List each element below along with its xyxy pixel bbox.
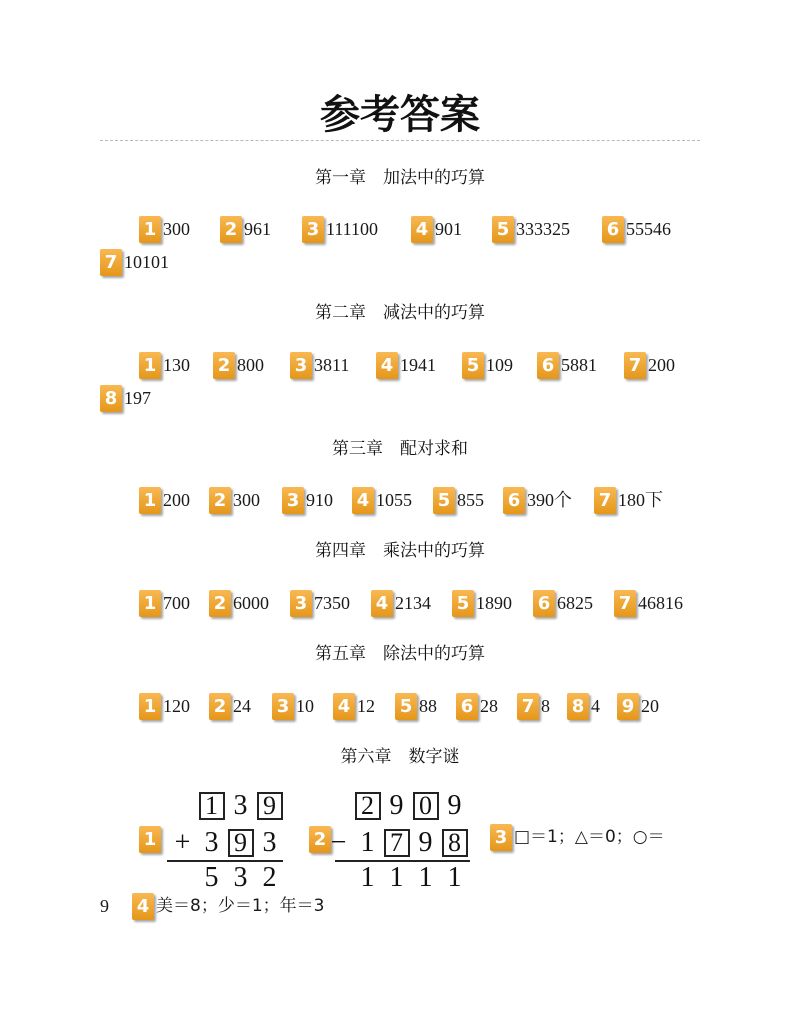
answer-value: 3811 [314, 355, 350, 375]
answer-item [395, 693, 437, 720]
answer-value: 700 [163, 593, 190, 613]
answer-value: 5881 [561, 355, 597, 375]
boxed-digit: 9 [257, 792, 283, 820]
answer-number-badge: 2 [220, 216, 242, 243]
answer-number-badge: 5 [462, 352, 484, 379]
answer-item [614, 590, 683, 617]
chapter-heading: 第一章 加法中的巧算 [315, 168, 485, 188]
answer-item [617, 693, 659, 720]
answer-item [302, 216, 378, 243]
answer-item [433, 487, 484, 514]
answer-number-badge: 4 [411, 216, 433, 243]
answer-value: 111100 [326, 219, 378, 239]
digit: 1 [389, 862, 404, 893]
answer-value: 20 [641, 696, 659, 716]
puzzle-underline [335, 860, 470, 862]
answer-value: 800 [237, 355, 264, 375]
answer-item [100, 385, 151, 412]
answer-number-badge: 7 [100, 249, 122, 276]
answer-number-badge: 6 [533, 590, 555, 617]
digit: 3 [262, 827, 277, 858]
answer-number-badge: 8 [567, 693, 589, 720]
answer-number-badge: 1 [139, 693, 161, 720]
boxed-digit: 7 [384, 829, 410, 857]
answer-item [537, 352, 597, 379]
answer-number-badge: 4 [371, 590, 393, 617]
answer-value: 1055 [376, 490, 412, 510]
puzzle-underline [167, 860, 283, 862]
answer-value: 4 [591, 696, 600, 716]
digit-puzzle-2 [324, 790, 474, 894]
answer-item [290, 590, 350, 617]
answer-number-badge: 5 [433, 487, 455, 514]
answer-value: 1890 [476, 593, 512, 613]
answer-item [533, 590, 593, 617]
answer-value: 美＝8；少＝1；年＝3 [156, 896, 325, 916]
answer-value: 28 [480, 696, 498, 716]
answer-value: 9 [100, 896, 109, 916]
chapter-heading: 第二章 减法中的巧算 [315, 303, 485, 323]
answer-item [272, 693, 314, 720]
boxed-digit: 0 [413, 792, 439, 820]
answer-item [567, 693, 600, 720]
digit: 1 [447, 862, 462, 893]
answer-item [503, 487, 572, 514]
puzzle-result-row [168, 862, 284, 894]
answer-value: 6000 [233, 593, 269, 613]
puzzle-row [168, 790, 284, 822]
page-title: 参考答案 [320, 92, 480, 138]
answer-item [371, 590, 431, 617]
answer-value: 109 [486, 355, 513, 375]
answer-number-badge: 1 [139, 352, 161, 379]
operator-sign: + [174, 827, 191, 858]
answer-item [209, 590, 269, 617]
answer-number-badge: 4 [132, 893, 154, 920]
answer-item [100, 249, 169, 276]
answer-value: 901 [435, 219, 462, 239]
answer-number-badge: 3 [302, 216, 324, 243]
puzzle-row [324, 790, 469, 822]
answer-number-badge: 2 [209, 590, 231, 617]
chapter-heading: 第四章 乘法中的巧算 [315, 541, 485, 561]
answer-number-badge: 1 [139, 590, 161, 617]
answer-number-badge: 2 [209, 487, 231, 514]
answer-item [333, 693, 375, 720]
operator-sign: − [330, 827, 347, 858]
answer-number-badge: 2 [213, 352, 235, 379]
answer-value: 10 [296, 696, 314, 716]
operator-sign [168, 862, 197, 894]
answer-number-badge: 5 [395, 693, 417, 720]
answer-value: 333325 [516, 219, 570, 239]
chapter-heading: 第六章 数字谜 [340, 747, 460, 767]
answer-item [132, 893, 324, 920]
operator-sign [324, 790, 353, 822]
answer-value: 55546 [626, 219, 671, 239]
answer-item [492, 216, 570, 243]
answer-value: 10101 [124, 252, 169, 272]
answer-item [282, 487, 333, 514]
answer-value: 88 [419, 696, 437, 716]
answer-number-badge: 1 [139, 826, 161, 853]
digit: 1 [360, 827, 375, 858]
answer-item [209, 693, 251, 720]
answer-item [594, 487, 663, 514]
answer-number-badge: 3 [490, 824, 512, 851]
answer-value: 6825 [557, 593, 593, 613]
chapter-heading: 第五章 除法中的巧算 [315, 644, 485, 664]
digit: 5 [204, 862, 219, 893]
digit: 9 [447, 790, 462, 821]
answer-value: 130 [163, 355, 190, 375]
answer-item [139, 693, 190, 720]
answer-value: 300 [163, 219, 190, 239]
answer-item [213, 352, 264, 379]
answer-number-badge: 5 [492, 216, 514, 243]
boxed-digit: 9 [228, 829, 254, 857]
answer-item [220, 216, 271, 243]
answer-value: 180下 [618, 490, 663, 510]
answer-value: 961 [244, 219, 271, 239]
answer-item [452, 590, 512, 617]
answer-item [139, 487, 190, 514]
answer-number-badge: 8 [100, 385, 122, 412]
operator-sign [168, 790, 197, 822]
answer-number-badge: 1 [139, 216, 161, 243]
answer-item [490, 824, 665, 851]
answer-number-badge: 7 [517, 693, 539, 720]
answer-item [462, 352, 513, 379]
digit: 1 [418, 862, 433, 893]
answer-item [139, 216, 190, 243]
answer-value: 200 [163, 490, 190, 510]
answer-value: 24 [233, 696, 251, 716]
answer-number-badge: 7 [594, 487, 616, 514]
answer-number-badge: 4 [352, 487, 374, 514]
digit: 3 [204, 827, 219, 858]
answer-value: 120 [163, 696, 190, 716]
answer-value: 2134 [395, 593, 431, 613]
boxed-digit: 2 [355, 792, 381, 820]
digit: 3 [233, 790, 248, 821]
answer-item [411, 216, 462, 243]
puzzle-result-row [324, 862, 469, 894]
answer-number-badge: 6 [537, 352, 559, 379]
answer-item [517, 693, 550, 720]
answer-number-badge: 6 [602, 216, 624, 243]
digit: 2 [262, 862, 277, 893]
answer-number-badge: 7 [624, 352, 646, 379]
answer-item [139, 826, 161, 853]
answer-item [352, 487, 412, 514]
chapter-heading: 第三章 配对求和 [332, 439, 468, 459]
digit: 9 [389, 790, 404, 821]
answer-value: 1941 [400, 355, 436, 375]
answer-item [209, 487, 260, 514]
answer-value: 200 [648, 355, 675, 375]
digit: 1 [360, 862, 375, 893]
answer-number-badge: 6 [503, 487, 525, 514]
answer-value: 390个 [527, 490, 572, 510]
boxed-digit: 8 [442, 829, 468, 857]
answer-value: □＝1；△＝0；○＝ [514, 827, 665, 847]
answer-item [290, 352, 349, 379]
answer-value: 46816 [638, 593, 683, 613]
answer-value: 7350 [314, 593, 350, 613]
answer-item [456, 693, 498, 720]
answer-number-badge: 2 [209, 693, 231, 720]
answer-number-badge: 1 [139, 487, 161, 514]
dashed-divider [100, 140, 700, 141]
answer-value: 12 [357, 696, 375, 716]
digit: 9 [418, 827, 433, 858]
answer-number-badge: 5 [452, 590, 474, 617]
answer-number-badge: 4 [333, 693, 355, 720]
answer-number-badge: 3 [282, 487, 304, 514]
answer-value-continued [98, 893, 109, 920]
answer-item [376, 352, 436, 379]
answer-number-badge: 4 [376, 352, 398, 379]
answer-item [624, 352, 675, 379]
answer-item [602, 216, 671, 243]
operator-sign [324, 862, 353, 894]
answer-value: 197 [124, 388, 151, 408]
answer-number-badge: 2 [309, 826, 331, 853]
answer-value: 855 [457, 490, 484, 510]
answer-number-badge: 3 [272, 693, 294, 720]
digit-puzzle-1 [168, 790, 318, 894]
answer-number-badge: 9 [617, 693, 639, 720]
answer-item [139, 352, 190, 379]
answer-number-badge: 7 [614, 590, 636, 617]
boxed-digit: 1 [199, 792, 225, 820]
answer-number-badge: 3 [290, 352, 312, 379]
digit: 3 [233, 862, 248, 893]
puzzle-row [324, 827, 469, 859]
answer-number-badge: 6 [456, 693, 478, 720]
answer-item [139, 590, 190, 617]
answer-value: 910 [306, 490, 333, 510]
answer-value: 300 [233, 490, 260, 510]
answer-value: 8 [541, 696, 550, 716]
answer-number-badge: 3 [290, 590, 312, 617]
puzzle-row [168, 827, 284, 859]
